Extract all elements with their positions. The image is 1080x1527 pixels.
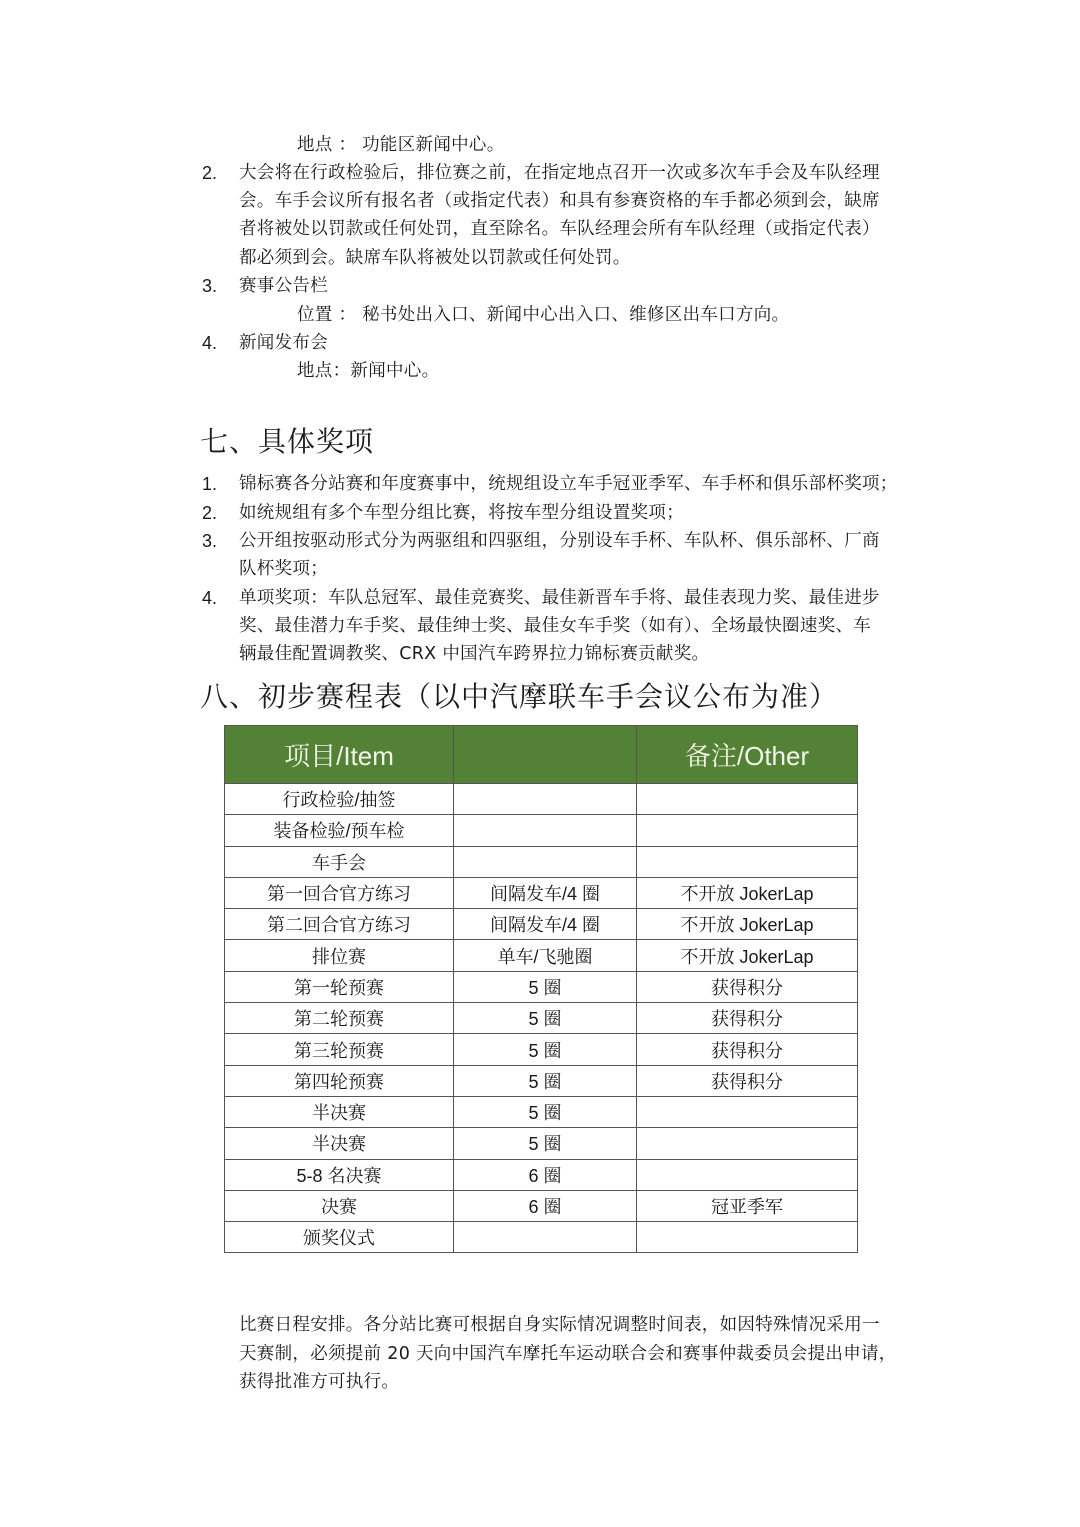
cell-item: 装备检验/预车检 — [225, 815, 454, 846]
cell-item: 半决赛 — [225, 1096, 454, 1127]
cell-other: 获得积分 — [637, 1065, 858, 1096]
cell-other: 不开放 JokerLap — [637, 940, 858, 971]
cell-other — [637, 1222, 858, 1253]
table-row — [225, 1190, 858, 1221]
cell-item: 车手会 — [225, 846, 454, 877]
cell-format: 6 圈 — [454, 1159, 637, 1190]
cell-item: 行政检验/抽签 — [225, 784, 454, 815]
list-number: 2. — [202, 163, 218, 183]
paragraph-line: 都必须到会。缺席车队将被处以罚款或任何处罚。 — [239, 248, 631, 268]
paragraph-line: 如统规组有多个车型分组比赛，将按车型分组设置奖项； — [239, 503, 684, 523]
list-number: 3. — [202, 276, 218, 296]
cell-other: 不开放 JokerLap — [637, 909, 858, 940]
cell-format — [454, 784, 637, 815]
table-row — [225, 846, 858, 877]
paragraph-line: 大会将在行政检验后，排位赛之前，在指定地点召开一次或多次车手会及车队经理 — [239, 163, 880, 183]
section-heading: 八、初步赛程表（以中汽摩联车手会议公布为准） — [200, 680, 839, 713]
cell-item: 第二轮预赛 — [225, 1003, 454, 1034]
meeting-location: 地点 ： 功能区新闻中心。 — [297, 135, 505, 155]
cell-other: 获得积分 — [637, 1034, 858, 1065]
cell-item: 颁奖仪式 — [225, 1222, 454, 1253]
cell-other: 获得积分 — [637, 971, 858, 1002]
cell-format: 5 圈 — [454, 1096, 637, 1127]
paragraph-line: 单项奖项：车队总冠军、最佳竞赛奖、最佳新晋车手将、最佳表现力奖、最佳进步 — [239, 588, 880, 608]
note-line: 天赛制，必须提前 20 天向中国汽车摩托车运动联合会和赛事仲裁委员会提出申请， — [239, 1344, 897, 1364]
paragraph-line: 奖、最佳潜力车手奖、最佳绅士奖、最佳女车手奖（如有）、全场最快圈速奖、车 — [239, 616, 872, 636]
cell-format — [454, 846, 637, 877]
section-heading: 七、具体奖项 — [200, 425, 375, 458]
table-row — [225, 1222, 858, 1253]
cell-format: 间隔发车/4 圈 — [454, 877, 637, 908]
cell-format: 6 圈 — [454, 1190, 637, 1221]
paragraph-line: 会。车手会议所有报名者（或指定代表）和具有参赛资格的车手都必须到会，缺席 — [239, 191, 880, 211]
cell-other — [637, 1159, 858, 1190]
column-header-format — [454, 726, 637, 784]
cell-item: 半决赛 — [225, 1128, 454, 1159]
table-row — [225, 815, 858, 846]
list-item-detail: 位置 ： 秘书处出入口、新闻中心出入口、维修区出车口方向。 — [297, 305, 790, 325]
table-row — [225, 909, 858, 940]
table-row — [225, 1096, 858, 1127]
note-line: 获得批准方可执行。 — [239, 1372, 400, 1392]
paragraph-line: 公开组按驱动形式分为两驱组和四驱组，分别设车手杯、车队杯、俱乐部杯、厂商 — [239, 531, 880, 551]
cell-format — [454, 1222, 637, 1253]
table-row — [225, 877, 858, 908]
cell-format: 5 圈 — [454, 1034, 637, 1065]
list-number: 2. — [202, 503, 218, 523]
list-number: 4. — [202, 333, 218, 353]
cell-item: 第三轮预赛 — [225, 1034, 454, 1065]
cell-item: 第一回合官方练习 — [225, 877, 454, 908]
column-header-other: 备注/Other — [637, 726, 858, 784]
cell-other — [637, 815, 858, 846]
table-row — [225, 1065, 858, 1096]
paragraph-line: 队杯奖项； — [239, 559, 328, 579]
table-row — [225, 784, 858, 815]
cell-format: 5 圈 — [454, 1003, 637, 1034]
column-header-item: 项目/Item — [225, 726, 454, 784]
table-row — [225, 1159, 858, 1190]
list-number: 3. — [202, 531, 218, 551]
cell-item: 第一轮预赛 — [225, 971, 454, 1002]
cell-other — [637, 1096, 858, 1127]
table-row — [225, 1003, 858, 1034]
paragraph-line: 辆最佳配置调教奖、CRX 中国汽车跨界拉力锦标赛贡献奖。 — [239, 644, 710, 664]
cell-item: 排位赛 — [225, 940, 454, 971]
list-number: 4. — [202, 588, 218, 608]
table-row — [225, 971, 858, 1002]
cell-format: 5 圈 — [454, 1065, 637, 1096]
list-item-title: 新闻发布会 — [239, 333, 328, 353]
cell-item: 5-8 名决赛 — [225, 1159, 454, 1190]
list-item-detail: 地点：新闻中心。 — [297, 361, 440, 381]
cell-item: 第二回合官方练习 — [225, 909, 454, 940]
cell-format: 5 圈 — [454, 1128, 637, 1159]
table-row — [225, 940, 858, 971]
note-line: 比赛日程安排。各分站比赛可根据自身实际情况调整时间表，如因特殊情况采用一 — [239, 1315, 880, 1335]
cell-other: 获得积分 — [637, 1003, 858, 1034]
cell-format: 5 圈 — [454, 971, 637, 1002]
cell-format: 单车/飞驰圈 — [454, 940, 637, 971]
cell-other: 不开放 JokerLap — [637, 877, 858, 908]
table-row — [225, 1128, 858, 1159]
paragraph-line: 者将被处以罚款或任何处罚，直至除名。车队经理会所有车队经理（或指定代表） — [239, 219, 880, 239]
cell-other — [637, 784, 858, 815]
table-row — [225, 1034, 858, 1065]
cell-other — [637, 1128, 858, 1159]
cell-item: 决赛 — [225, 1190, 454, 1221]
list-item-title: 赛事公告栏 — [239, 276, 328, 296]
cell-other: 冠亚季军 — [637, 1190, 858, 1221]
paragraph-line: 锦标赛各分站赛和年度赛事中，统规组设立车手冠亚季军、车手杯和俱乐部杯奖项； — [239, 474, 898, 494]
table-header-row — [225, 726, 858, 784]
cell-item: 第四轮预赛 — [225, 1065, 454, 1096]
list-number: 1. — [202, 474, 218, 494]
cell-format — [454, 815, 637, 846]
cell-format: 间隔发车/4 圈 — [454, 909, 637, 940]
schedule-table — [224, 725, 858, 1253]
cell-other — [637, 846, 858, 877]
